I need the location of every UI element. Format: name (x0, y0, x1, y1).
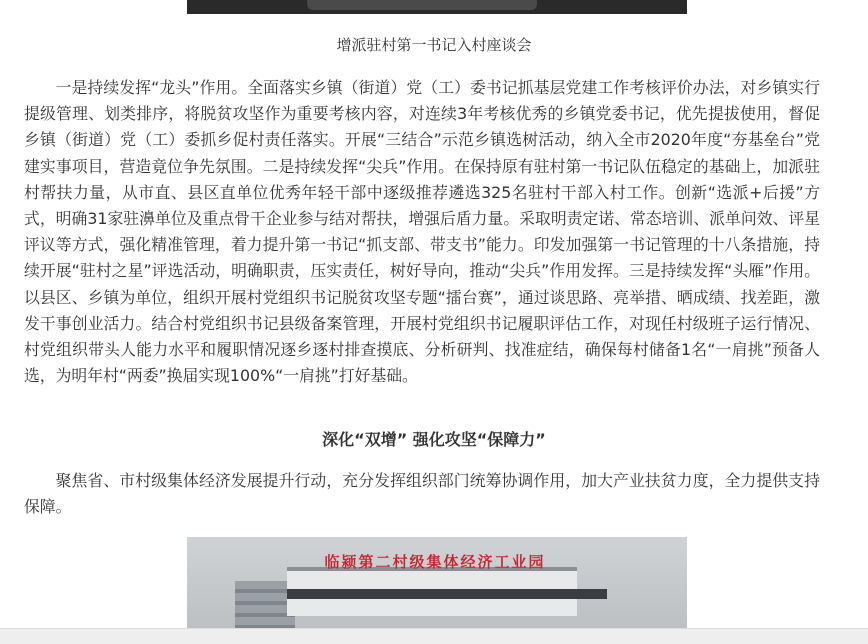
park-sign-text: 临颍第二村级集体经济工业园 (324, 553, 546, 571)
body-paragraph-1: 一是持续发挥“龙头”作用。全面落实乡镇（街道）党（工）委书记抓基层党建工作考核评价办法，对乡镇实行提级管理、划类排序，将脱贫攻坚作为重要考核内容，对连续3年考核优秀的乡镇党委书记，优先提拔使用，督促乡镇（街道）党（工）委抓乡促村责任落实。开展“三结合”示范乡镇选树活动，纳入全市2020年度“夯基垒台”党建实事项目，营造竟位争先氛围。二是持续发挥“尖兵”作用。在保持原有驻村第一书记队伍稳定的基础上，加派驻村帮扶力量，从市直、县区直单位优秀年轻干部中逐级推荐遴选325名驻村干部入村工作。创新“选派+后援”方式，明确31家驻濞单位及重点骨干企业参与结对帮扶，增强后盾力量。采取明责定诺、常态培训、派单问效、评星评议等方式，强化精准管理，着力提升第一书记“抓支部、带支书”能力。印发加强第一书记管理的十八条措施，持续开展“驻村之星”评选活动，明确职责，压实责任，树好导向，推动“尖兵”作用发挥。三是持续发挥“头雁”作用。以县区、乡镇为单位，组织开展村党组织书记脱贫攻坚专题“擂台赛”，通过谈思路、亮举措、晒成绩、找差距，激发干事创业活力。结合村党组织书记县级备案管理，开展村党组织书记履职评估工作，对现任村级班子运行情况、村党组织带头人能力水平和履职情况逐乡逐村排查摸底、分析研判、找准症结，确保每村储备1名“一肩挑”预备人选，为明年村“两委”换届实现100%“一肩挑”打好基础。 (24, 78, 820, 386)
gate-roof (287, 589, 607, 599)
top-photo-detail (307, 0, 537, 10)
photo-caption: 增派驻村第一书记入村座谈会 (336, 36, 532, 54)
top-photo (187, 0, 687, 14)
body-paragraph-2: 聚焦省、市村级集体经济发展提升行动，充分发挥组织部门统筹协调作用，加大产业扶贫力度，全力提供支持保障。 (24, 471, 820, 517)
section-heading: 深化“双增” 强化攻坚“保障力” (322, 430, 546, 449)
bottom-bar (0, 628, 868, 644)
